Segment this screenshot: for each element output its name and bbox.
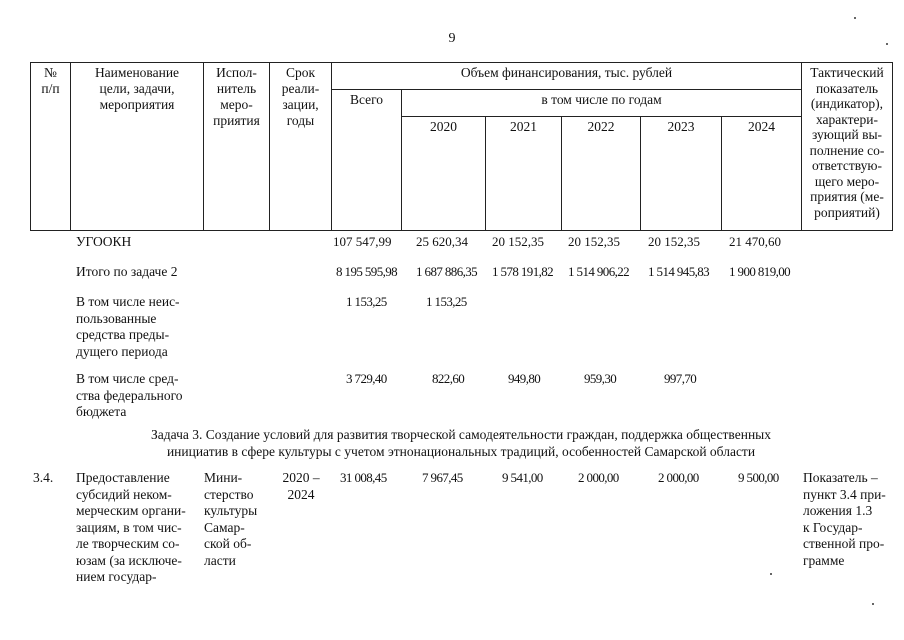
row-name: В том числе неис- пользованные средства преды- дущего периода bbox=[76, 294, 180, 359]
item-total: 31 008,45 bbox=[340, 470, 387, 485]
header-number: № п/п bbox=[31, 63, 71, 231]
row-2021: 1 578 191,82 bbox=[492, 264, 554, 279]
row-2024: 1 900 819,00 bbox=[729, 264, 791, 279]
header-name: Наименование цели, задачи, мероприятия bbox=[71, 63, 204, 231]
item-2021: 9 541,00 bbox=[502, 470, 543, 485]
item-term: 2020 – 2024 bbox=[282, 470, 320, 502]
scan-speck bbox=[854, 17, 856, 19]
row-2023: 1 514 945,83 bbox=[648, 264, 710, 279]
row-total: 1 153,25 bbox=[346, 294, 387, 309]
header-executor: Испол- нитель меро- приятия bbox=[204, 63, 270, 231]
item-2022: 2 000,00 bbox=[578, 470, 619, 485]
row-name: В том числе сред- ства федерального бюджета bbox=[76, 371, 183, 419]
item-name: Предоставление субсидий неком- мерческим органи- зациям, в том чис- ле творческим со- юзам (за исключе- нием государ- bbox=[76, 470, 186, 584]
header-year-2024: 2024 bbox=[722, 117, 802, 231]
row-2023: 997,70 bbox=[664, 371, 697, 386]
row-2023: 20 152,35 bbox=[648, 234, 700, 249]
row-2020: 1 153,25 bbox=[426, 294, 467, 309]
row-total: 107 547,99 bbox=[333, 234, 392, 249]
header-total: Всего bbox=[332, 90, 402, 231]
item-executor: Мини- стерство культуры Самар- ской об- ласти bbox=[204, 470, 258, 568]
item-2024: 9 500,00 bbox=[738, 470, 779, 485]
page-number: 9 bbox=[448, 31, 456, 46]
row-2020: 822,60 bbox=[432, 371, 465, 386]
row-2024: 21 470,60 bbox=[729, 234, 781, 249]
header-year-2020: 2020 bbox=[402, 117, 486, 231]
row-2020: 1 687 886,35 bbox=[416, 264, 478, 279]
row-2022: 20 152,35 bbox=[568, 234, 620, 249]
item-indicator: Показатель – пункт 3.4 при- ложения 1.3 к Государ- ственной про- грамме bbox=[803, 470, 886, 568]
header-years-group: в том числе по годам bbox=[402, 90, 802, 117]
row-total: 8 195 595,98 bbox=[336, 264, 398, 279]
scan-speck bbox=[886, 43, 888, 45]
row-2021: 949,80 bbox=[508, 371, 541, 386]
scan-speck bbox=[872, 603, 874, 605]
row-total: 3 729,40 bbox=[346, 371, 387, 386]
row-2022: 959,30 bbox=[584, 371, 617, 386]
row-2020: 25 620,34 bbox=[416, 234, 468, 249]
header-year-2022: 2022 bbox=[562, 117, 641, 231]
header-funding: Объем финансирования, тыс. рублей bbox=[332, 63, 802, 90]
row-name: Итого по задаче 2 bbox=[76, 264, 178, 279]
row-2021: 20 152,35 bbox=[492, 234, 544, 249]
task-3-heading: Задача 3. Создание условий для развития творческой самодеятельности граждан, поддержка общественных инициатив в сфере культуры с учетом этнонациональных традиций, особенностей Самарской области bbox=[151, 427, 771, 459]
header-year-2023: 2023 bbox=[641, 117, 722, 231]
header-term: Срок реали- зации, годы bbox=[270, 63, 332, 231]
scan-speck bbox=[770, 573, 772, 575]
row-name: УГООКН bbox=[76, 234, 132, 249]
header-indicator: Тактический показатель (индикатор), характери- зующий вы- полнение со- ответствую- щего меро- приятия (ме- роприятий) bbox=[802, 63, 893, 231]
row-2022: 1 514 906,22 bbox=[568, 264, 630, 279]
budget-table-header bbox=[30, 62, 893, 231]
item-2020: 7 967,45 bbox=[422, 470, 463, 485]
header-year-2021: 2021 bbox=[486, 117, 562, 231]
item-2023: 2 000,00 bbox=[658, 470, 699, 485]
item-number: 3.4. bbox=[33, 470, 54, 485]
